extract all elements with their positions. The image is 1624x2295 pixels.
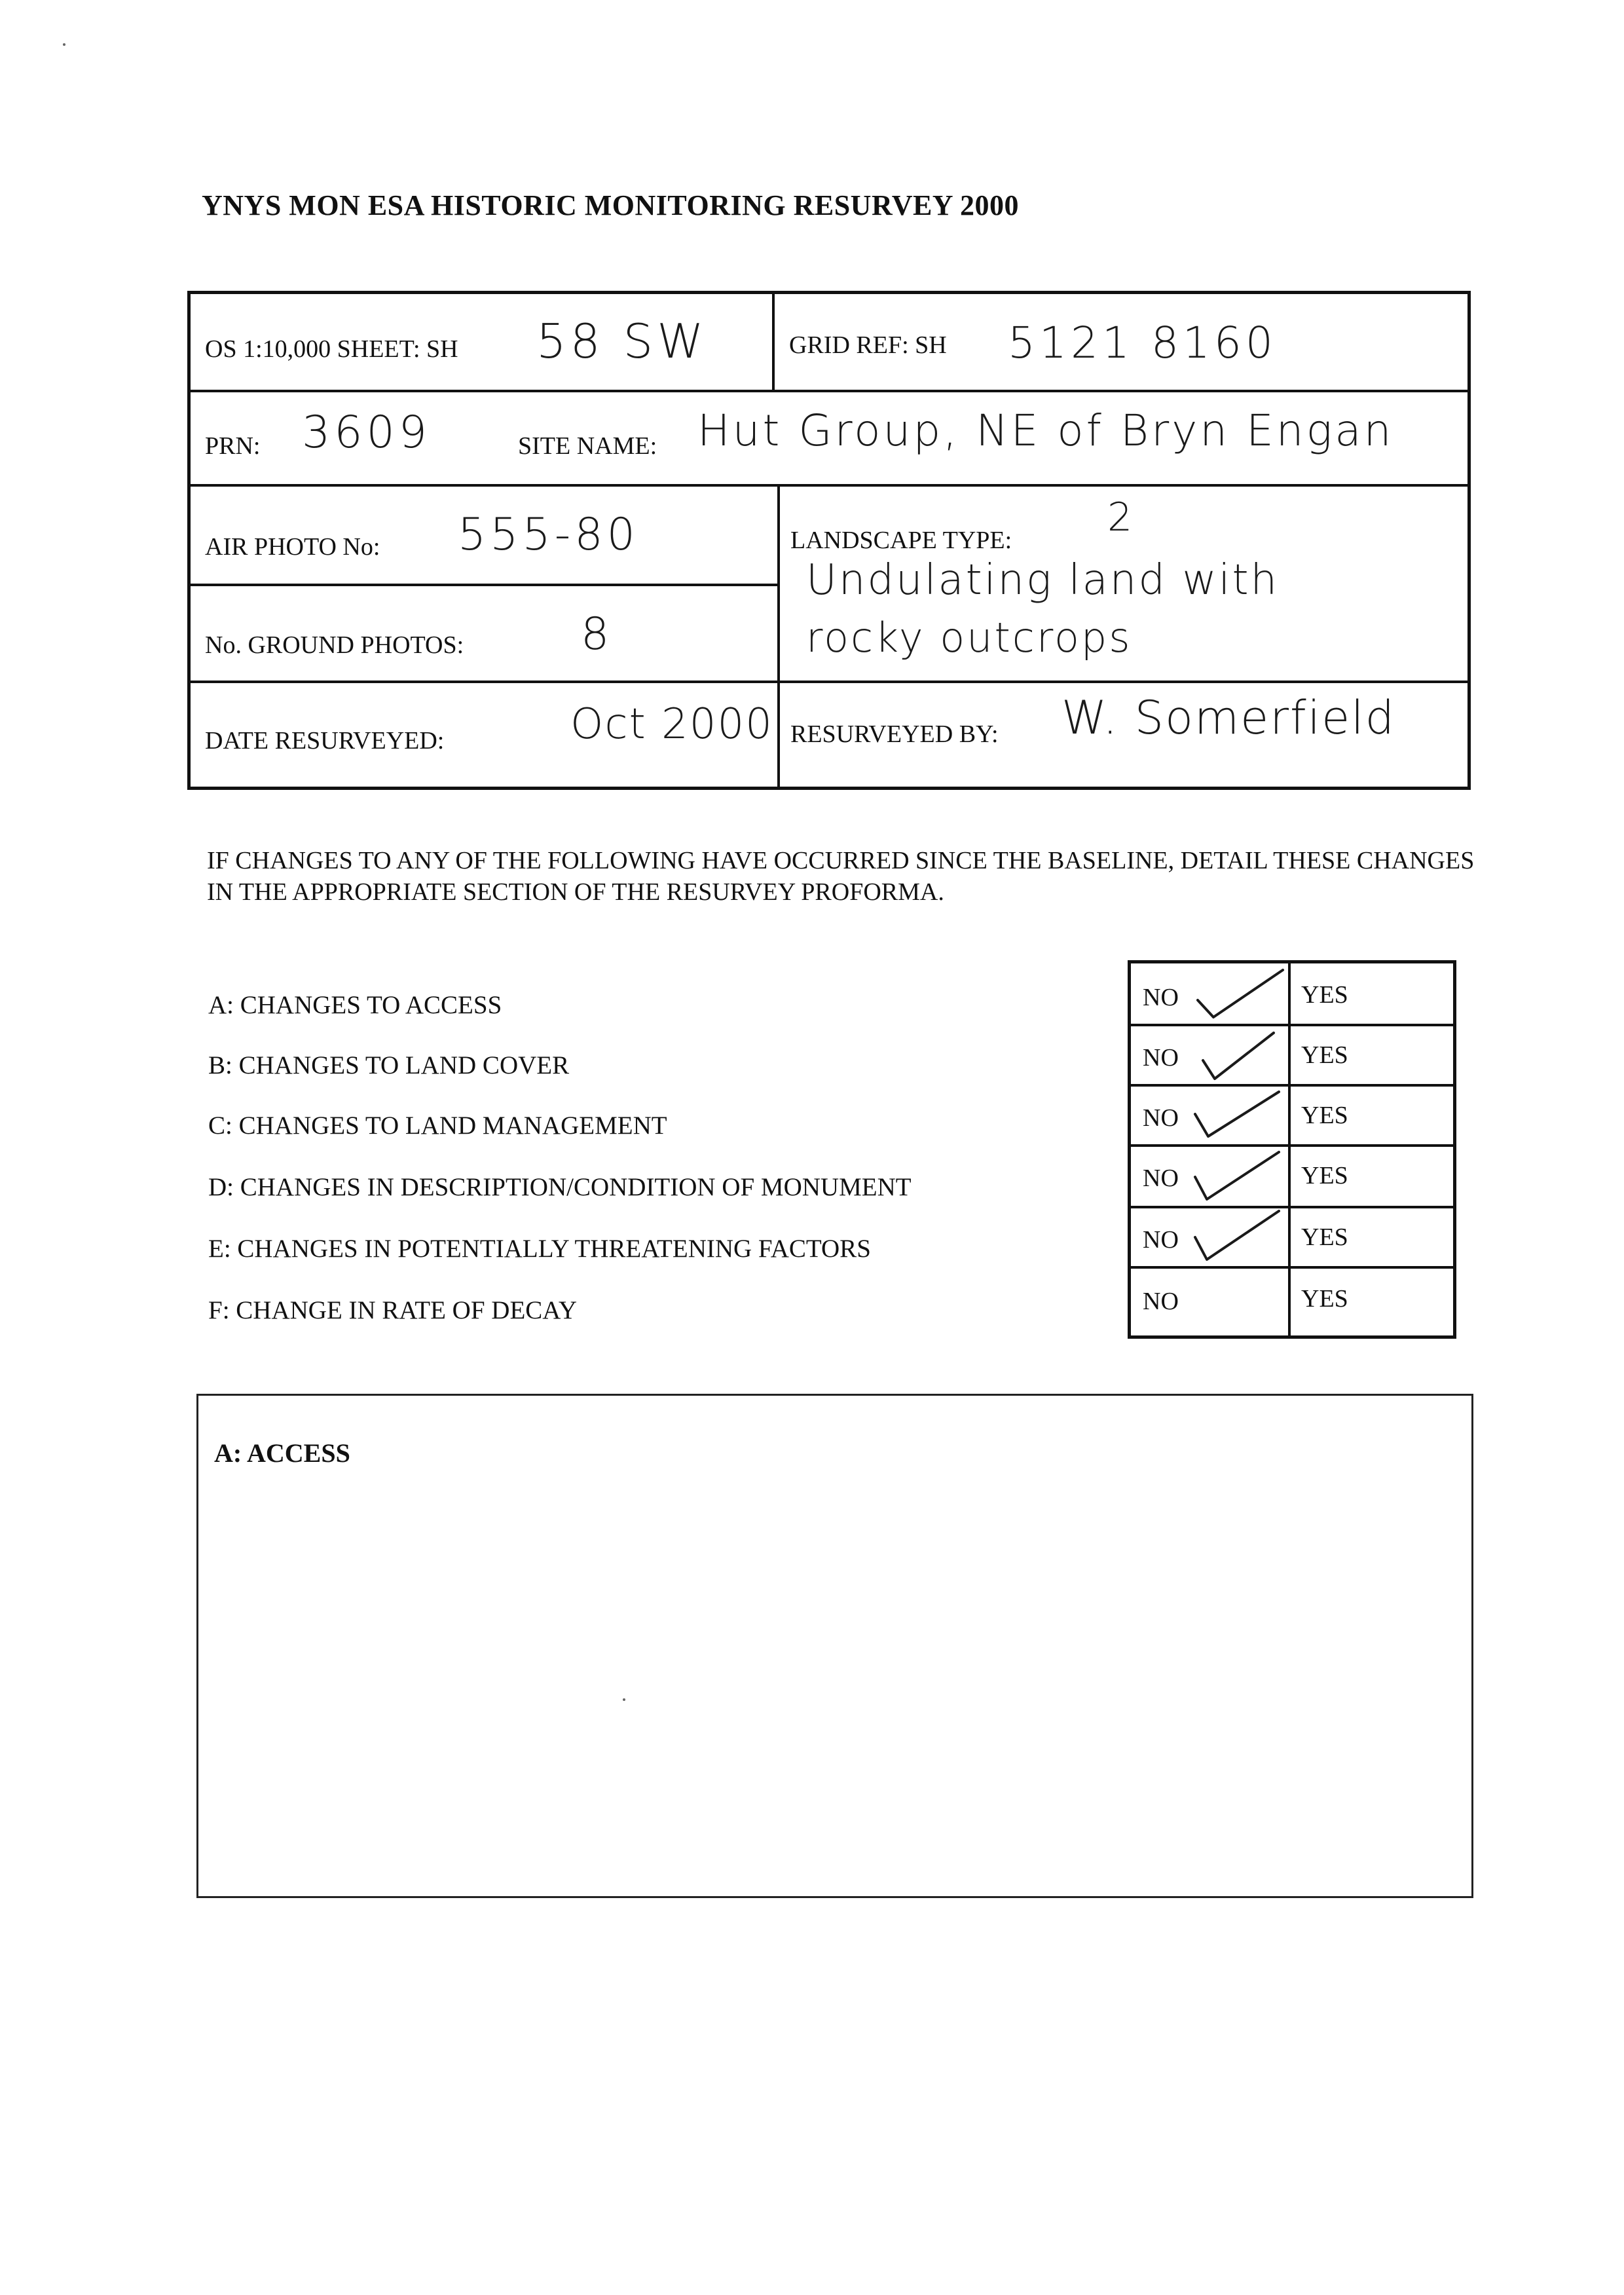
answer-a-no[interactable]: NO bbox=[1143, 984, 1179, 1011]
rule bbox=[191, 584, 780, 586]
checkmark-icon bbox=[1191, 1088, 1283, 1140]
rule bbox=[777, 681, 780, 788]
answer-e-yes[interactable]: YES bbox=[1301, 1223, 1348, 1251]
air-photo-label: AIR PHOTO No: bbox=[205, 533, 380, 561]
ground-photos-value[interactable]: 8 bbox=[581, 608, 614, 660]
rule bbox=[772, 294, 775, 390]
date-resurveyed-value[interactable]: Oct 2000 bbox=[570, 700, 773, 749]
answer-f-yes[interactable]: YES bbox=[1301, 1285, 1348, 1313]
rule bbox=[777, 484, 780, 681]
rule bbox=[191, 390, 1469, 392]
rule bbox=[1131, 1206, 1454, 1208]
question-b-label: B: CHANGES TO LAND COVER bbox=[208, 1051, 570, 1079]
air-photo-value[interactable]: 555-80 bbox=[458, 509, 639, 561]
question-f-label: F: CHANGE IN RATE OF DECAY bbox=[208, 1296, 578, 1324]
prn-value[interactable]: 3609 bbox=[302, 407, 432, 458]
answer-f-no[interactable]: NO bbox=[1143, 1288, 1179, 1315]
question-e-label: E: CHANGES IN POTENTIALLY THREATENING FACTORS bbox=[208, 1235, 871, 1263]
os-sheet-value[interactable]: 58 SW bbox=[536, 314, 708, 369]
answer-c-yes[interactable]: YES bbox=[1301, 1102, 1348, 1129]
rule bbox=[191, 484, 1469, 487]
question-a-label: A: CHANGES TO ACCESS bbox=[208, 991, 502, 1019]
rule bbox=[1131, 1024, 1454, 1026]
landscape-description-line1[interactable]: Undulating land with bbox=[806, 556, 1280, 605]
site-info-table bbox=[187, 291, 1471, 790]
rule bbox=[1131, 1144, 1454, 1147]
checkmark-icon bbox=[1191, 1148, 1283, 1203]
date-resurveyed-label: DATE RESURVEYED: bbox=[205, 727, 445, 755]
answer-d-no[interactable]: NO bbox=[1143, 1165, 1179, 1192]
landscape-description-line2[interactable]: rocky outcrops bbox=[806, 614, 1132, 662]
checkmark-icon bbox=[1191, 1207, 1283, 1263]
site-name-value[interactable]: Hut Group, NE of Bryn Engan bbox=[697, 405, 1394, 456]
answer-d-yes[interactable]: YES bbox=[1301, 1162, 1348, 1189]
access-section bbox=[196, 1394, 1473, 1898]
grid-ref-label: GRID REF: SH bbox=[789, 331, 947, 359]
question-d-label: D: CHANGES IN DESCRIPTION/CONDITION OF MONUMENT bbox=[208, 1173, 912, 1201]
site-name-label: SITE NAME: bbox=[518, 432, 657, 460]
yes-no-grid bbox=[1128, 960, 1456, 1339]
rule bbox=[1131, 1084, 1454, 1087]
resurveyed-by-value[interactable]: W. Somerfield bbox=[1061, 691, 1396, 745]
answer-b-yes[interactable]: YES bbox=[1301, 1041, 1348, 1069]
ground-photos-label: No. GROUND PHOTOS: bbox=[205, 631, 464, 659]
rule bbox=[1131, 1266, 1454, 1269]
scan-speck bbox=[623, 1698, 625, 1701]
landscape-type-label: LANDSCAPE TYPE: bbox=[790, 527, 1012, 554]
checkmark-icon bbox=[1194, 967, 1285, 1020]
landscape-type-value[interactable]: 2 bbox=[1107, 494, 1137, 540]
access-section-title: A: ACCESS bbox=[214, 1438, 350, 1468]
scan-speck bbox=[63, 43, 65, 46]
form-title: YNYS MON ESA HISTORIC MONITORING RESURVEY 2000 bbox=[202, 189, 1019, 221]
checkmark-icon bbox=[1199, 1029, 1278, 1081]
answer-b-no[interactable]: NO bbox=[1143, 1044, 1179, 1072]
answer-a-yes[interactable]: YES bbox=[1301, 981, 1348, 1009]
prn-label: PRN: bbox=[205, 432, 261, 460]
rule bbox=[1288, 963, 1291, 1337]
answer-e-no[interactable]: NO bbox=[1143, 1226, 1179, 1254]
answer-c-no[interactable]: NO bbox=[1143, 1104, 1179, 1132]
resurveyed-by-label: RESURVEYED BY: bbox=[790, 720, 999, 748]
instructions-text: IF CHANGES TO ANY OF THE FOLLOWING HAVE OCCURRED SINCE THE BASELINE, DETAIL THESE CHANGES IN THE APPROPRIATE SECTION OF THE RESURVEY PROFORMA. bbox=[207, 847, 1475, 906]
grid-ref-value[interactable]: 5121 8160 bbox=[1008, 318, 1277, 368]
question-c-label: C: CHANGES TO LAND MANAGEMENT bbox=[208, 1111, 667, 1140]
os-sheet-label: OS 1:10,000 SHEET: SH bbox=[205, 335, 458, 363]
access-notes-field[interactable] bbox=[214, 1487, 1456, 1880]
rule bbox=[191, 681, 1469, 683]
